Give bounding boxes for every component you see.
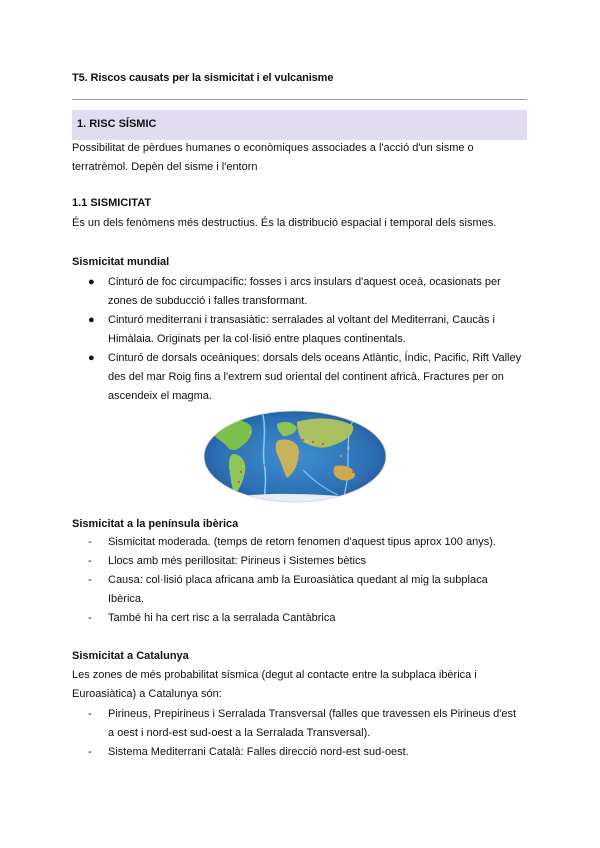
title-divider xyxy=(72,99,527,100)
subsection-heading-sismicitat: 1.1 SISMICITAT xyxy=(72,197,152,209)
section-intro-line1: Possibilitat de pèrdues humanes o econòmiques associades a l'acció d'un sisme o xyxy=(72,142,474,154)
dash-icon: - xyxy=(88,555,92,567)
list-sismicitat-iberica xyxy=(72,533,527,628)
heading-sismicitat-iberica: Sismicitat a la península ibèrica xyxy=(72,518,239,530)
section-heading-risc-sismic: 1. RISC SÍSMIC xyxy=(72,110,527,140)
list-item: ● Cinturó de dorsals oceàniques: dorsals dels oceans Atlàntic, Índic, Pacific, Rift Valley des del mar Roig fins a l'extrem sud oriental del continent africà. Fractures per on ascendeix el magma. xyxy=(72,349,527,406)
list-sismicitat-mundial xyxy=(72,273,527,406)
list-item: - Pirineus, Prepirineus i Serralada Transversal (falles que travessen els Pirineus d'est a oest i nord-est sud-oest a la Serralada Transversal). xyxy=(72,705,527,743)
world-seismicity-map-image xyxy=(203,410,387,503)
dash-icon: - xyxy=(88,574,92,586)
catalunya-intro: Les zones de més probabilitat sísmica (degut al contacte entre la subplaca ibèrica i Euroasiàtica) a Catalunya són: xyxy=(72,669,477,700)
section-intro-line2: terratrèmol. Depèn del sisme i l'entorn xyxy=(72,161,258,173)
heading-sismicitat-mundial: Sismicitat mundial xyxy=(72,256,170,268)
bullet-icon: ● xyxy=(88,352,95,364)
subsection-text: És un dels fenòmens més destructius. És la distribució espacial i temporal dels sismes. xyxy=(72,217,497,229)
list-sismicitat-catalunya xyxy=(72,705,527,762)
bullet-icon: ● xyxy=(88,276,95,288)
heading-sismicitat-catalunya: Sismicitat a Catalunya xyxy=(72,650,189,662)
dash-icon: - xyxy=(88,746,92,758)
list-item: - Causa: col·lisió placa africana amb la Euroasiàtica quedant al mig la subplaca Ibèrica. xyxy=(72,571,527,609)
list-item: ● Cinturó de foc circumpacífic: fosses i arcs insulars d'aquest oceà, ocasionats per zones de subducció i falles transformant. xyxy=(72,273,527,311)
list-item: - Llocs amb més perillositat: Pirineus i Sistemes bètics xyxy=(72,552,527,571)
list-item: - Sistema Mediterrani Català: Falles direcció nord-est sud-oest. xyxy=(72,743,527,762)
dash-icon: - xyxy=(88,708,92,720)
dash-icon: - xyxy=(88,612,92,624)
section-intro xyxy=(72,139,527,177)
bullet-icon: ● xyxy=(88,314,95,326)
document-title: T5. Riscos causats per la sismicitat i el vulcanisme xyxy=(72,72,334,84)
list-item: ● Cinturó mediterrani i transasiàtic: serralades al voltant del Mediterrani, Caucàs i Himàlaia. Originats per la col·lisió entre plaques continentals. xyxy=(72,311,527,349)
list-item: - També hi ha cert risc a la serralada Cantàbrica xyxy=(72,609,527,628)
list-item: - Sismicitat moderada. (temps de retorn fenomen d'aquest tipus aprox 100 anys). xyxy=(72,533,527,552)
dash-icon: - xyxy=(88,536,92,548)
